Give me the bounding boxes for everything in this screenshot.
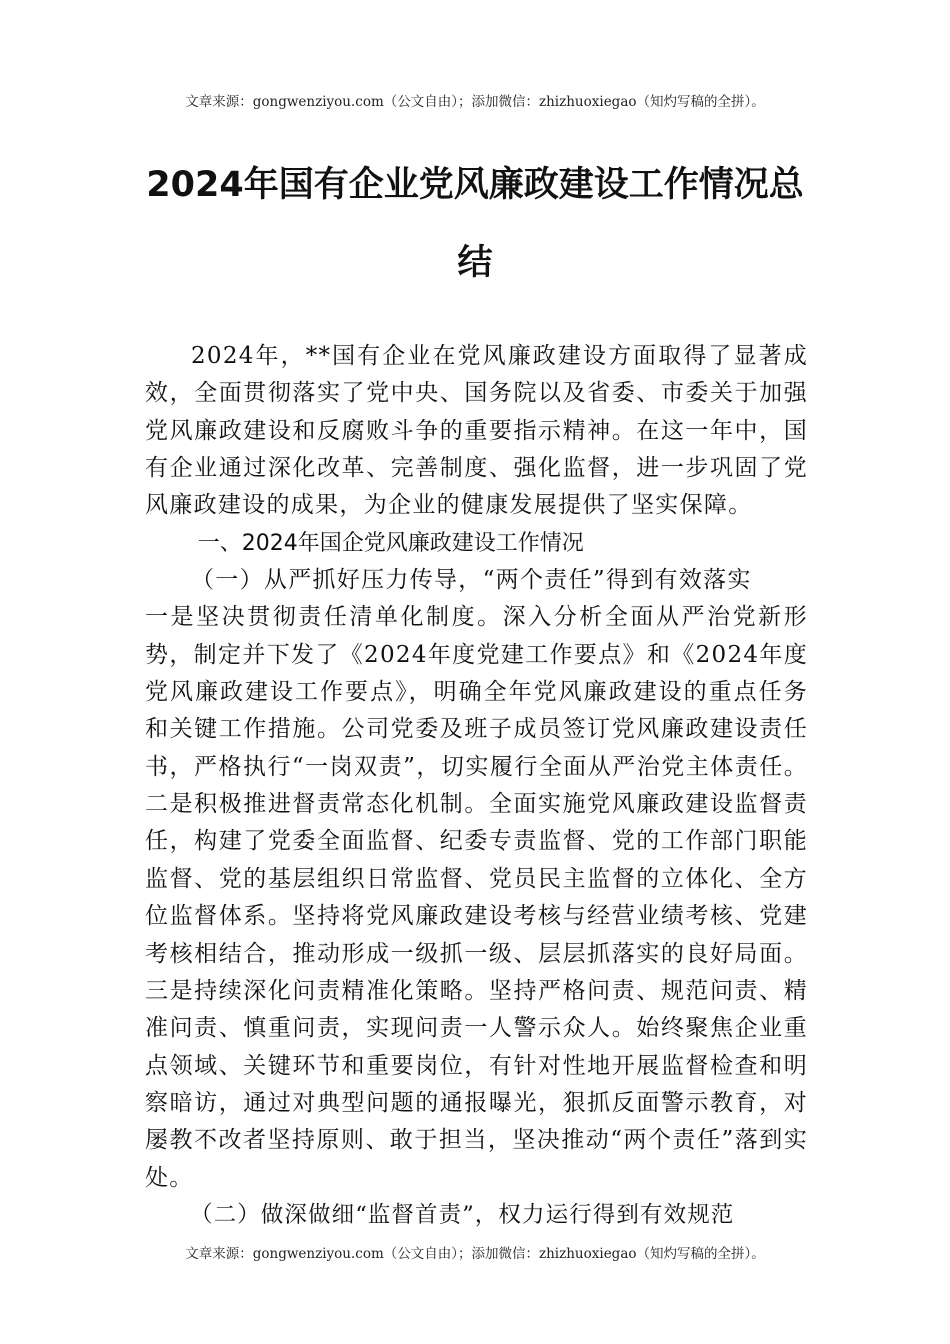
document-title (140, 146, 810, 302)
subsection-1-body: 一是坚决贯彻责任清单化制度。深入分析全面从严治党新形势，制定并下发了《2024年度党建工作要点》和《2024年度党风廉政建设工作要点》，明确全年党风廉政建设的重点任务和关键工作措施。公司党委及班子成员签订党风廉政建设责任书，严格执行“一岗双责”，切实履行全面从严治党主体责任。二是积极推进督责常态化机制。全面实施党风廉政建设监督责任，构建了党委全面监督、纪委专责监督、党的工作部门职能监督、党的基层组织日常监督、党员民主监督的立体化、全方位监督体系。坚持将党风廉政建设考核与经营业绩考核、党建考核相结合，推动形成一级抓一级、层层抓落实的良好局面。三是持续深化问责精准化策略。坚持严格问责、规范问责、精准问责、慎重问责，实现问责一人警示众人。始终聚焦企业重点领域、关键环节和重要岗位，有针对性地开展监督检查和明察暗访，通过对典型问题的通报曝光，狠抓反面警示教育，对屡教不改者坚持原则、敢于担当，坚决推动“两个责任”落到实处。 (145, 604, 808, 1191)
document-body (145, 338, 808, 1234)
title-line-1: 2024年国有企业党风廉政建设工作情况总 (146, 165, 804, 205)
footer-source-note: 文章来源：gongwenziyou.com（公文自由）；添加微信：zhizhuoxiegao（知灼写稿的全拼）。 (185, 1246, 765, 1262)
header-source-note: 文章来源：gongwenziyou.com（公文自由）；添加微信：zhizhuoxiegao（知灼写稿的全拼）。 (185, 94, 765, 110)
subsection-2-heading: （二）做深做细“监督首责”，权力运行得到有效规范 (190, 1201, 735, 1228)
title-line-2: 结 (457, 243, 493, 283)
intro-paragraph: 2024年，**国有企业在党风廉政建设方面取得了显著成效，全面贯彻落实了党中央、国务院以及省委、市委关于加强党风廉政建设和反腐败斗争的重要指示精神。在这一年中，国有企业通过深化改革、完善制度、强化监督，进一步巩固了党风廉政建设的成果，为企业的健康发展提供了坚实保障。 (145, 343, 808, 519)
subsection-1-heading: （一）从严抓好压力传导，“两个责任”得到有效落实 (191, 567, 752, 594)
section-1-heading: 一、2024年国企党风廉政建设工作情况 (197, 530, 584, 556)
